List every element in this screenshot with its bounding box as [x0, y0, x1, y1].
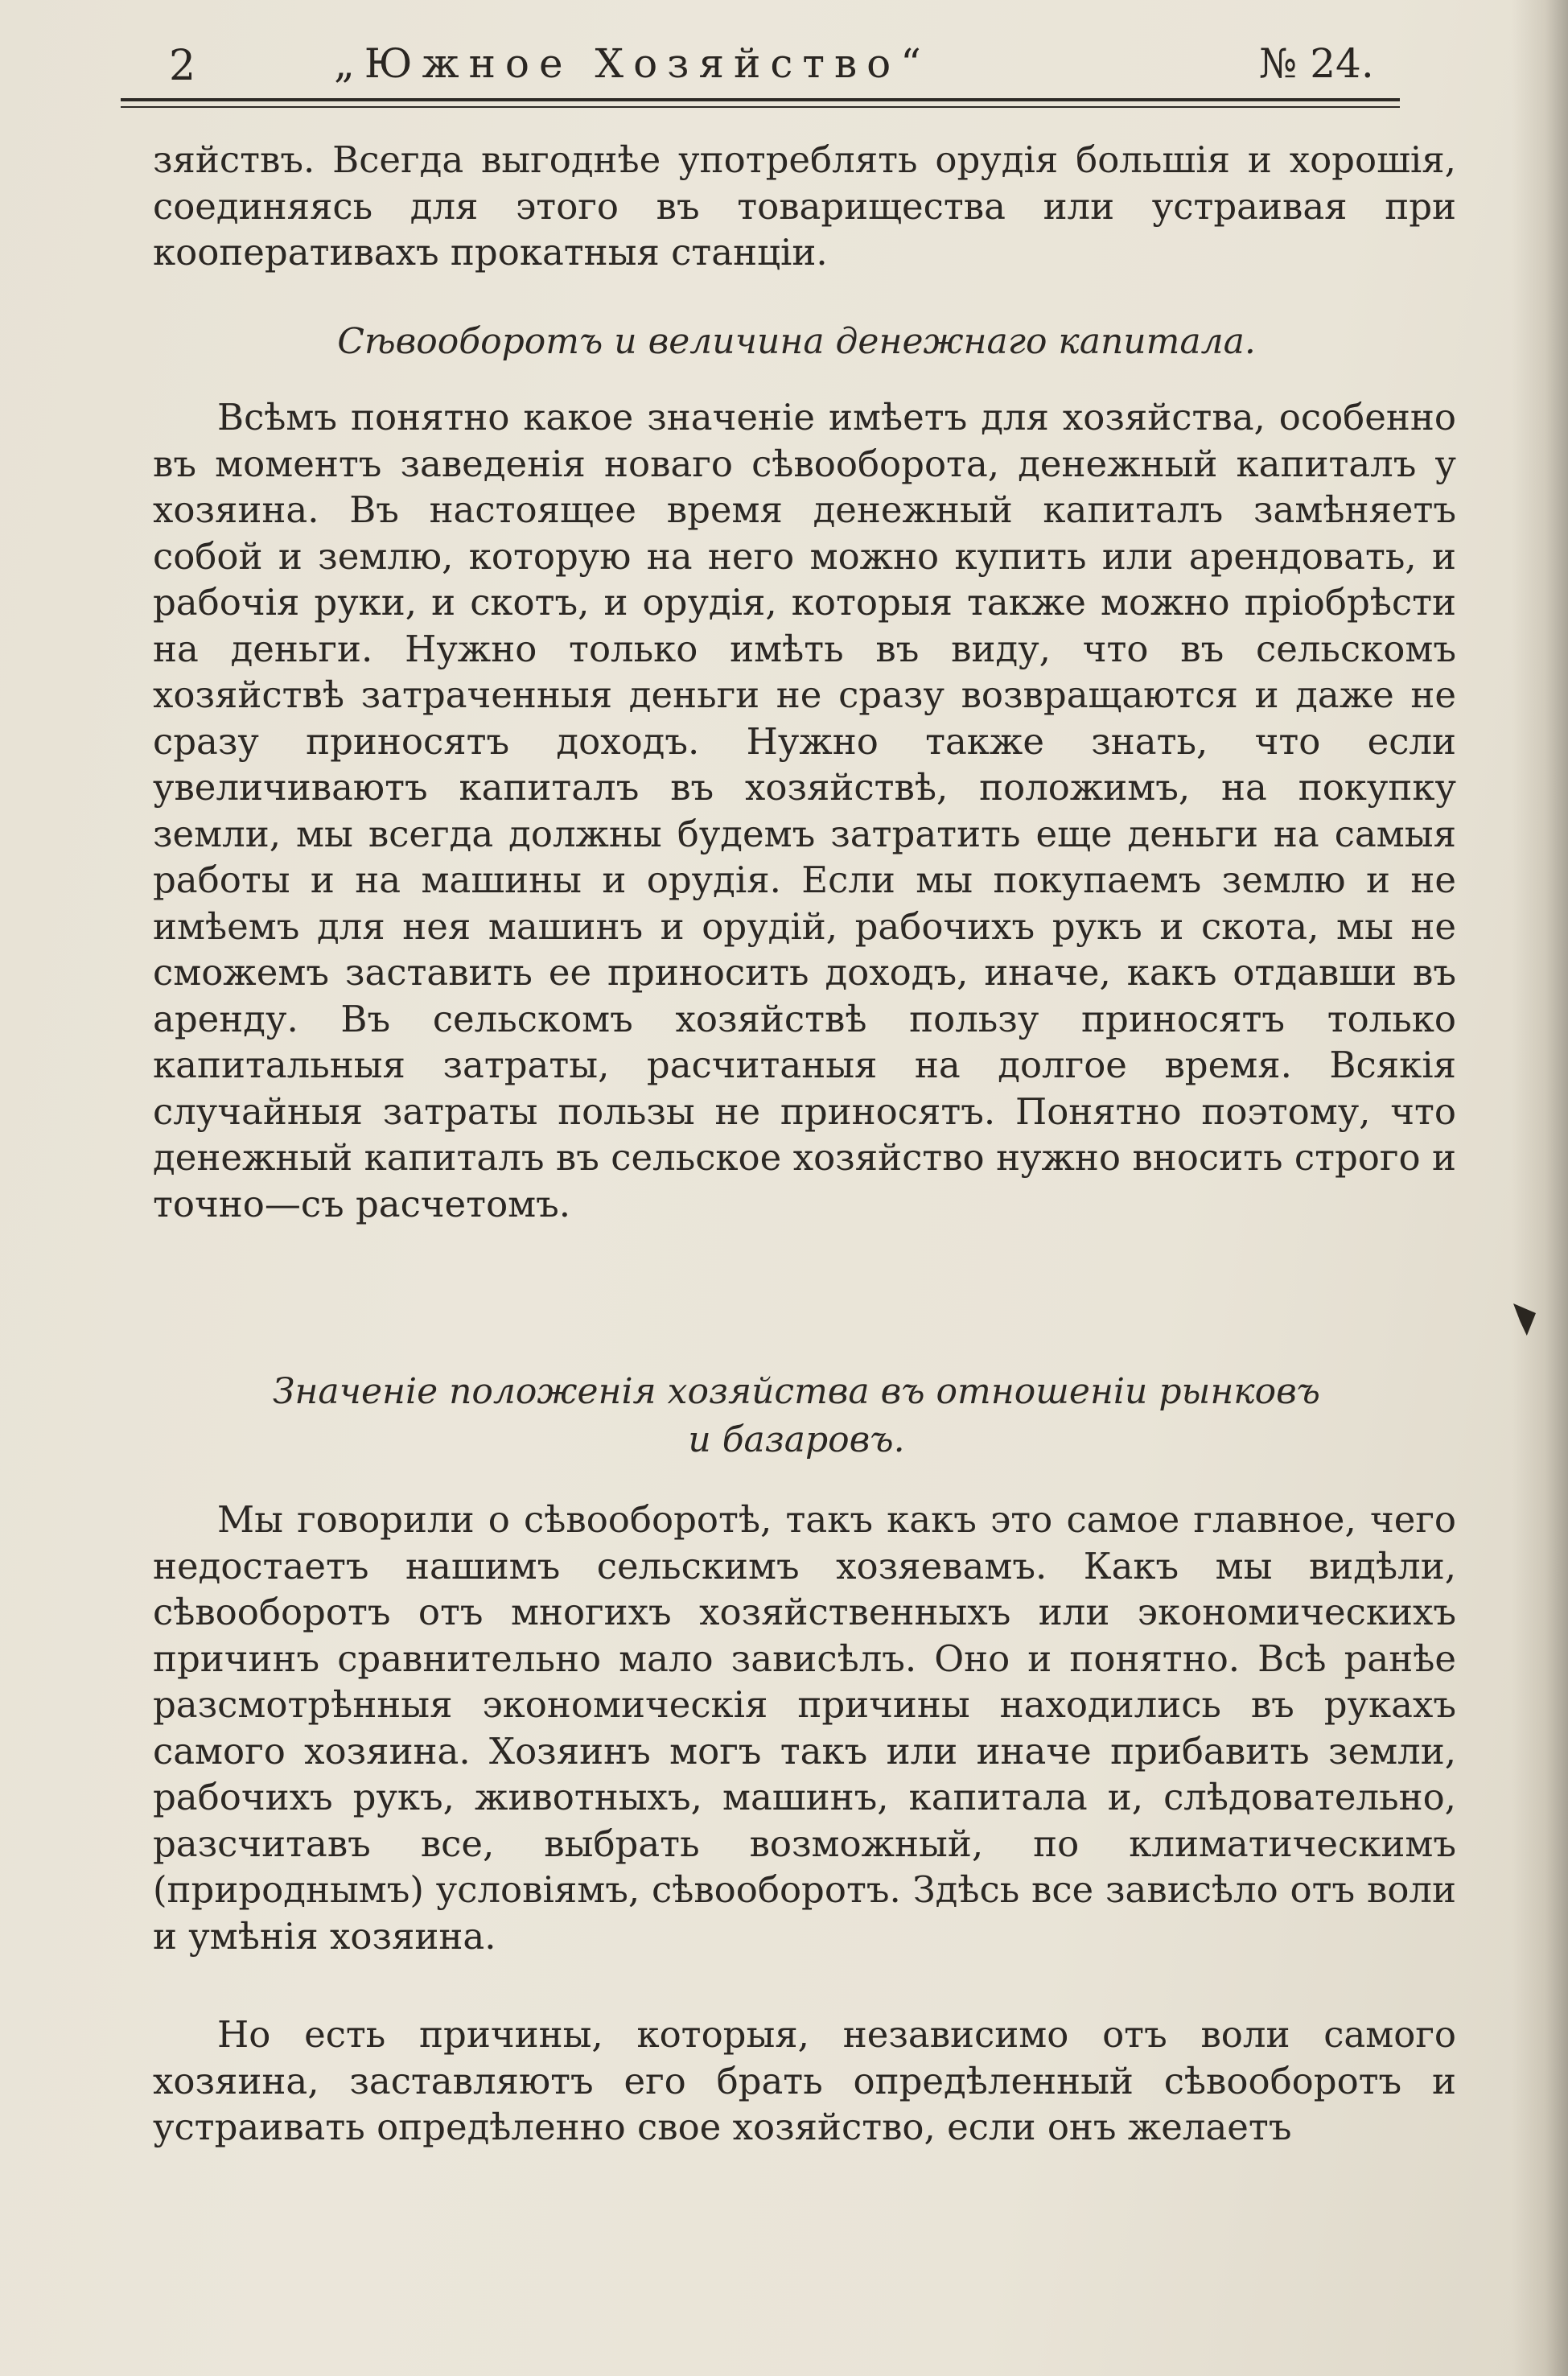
issue-number: № 24. [1259, 40, 1374, 87]
heading-line-1: Значеніе положенія хозяйства въ отношеніи рынковъ [272, 1371, 1321, 1412]
section-heading-crop-rotation-capital [145, 318, 1448, 366]
journal-title: „Южное Хозяйство“ [334, 40, 931, 87]
header-rule-thick [121, 98, 1400, 101]
heading-text: Сѣвооборотъ и величина денежнаго капитала. [337, 321, 1256, 362]
header-rule-thin [121, 106, 1400, 108]
paragraph-rotation [153, 1497, 1456, 1959]
running-header [121, 35, 1392, 100]
page-number: 2 [169, 42, 196, 90]
paragraph-text: Мы говорили о сѣвооборотѣ, такъ какъ это самое главное, чего недостаетъ нашимъ сельскимъ хозяевамъ. Какъ мы видѣли, сѣвооборотъ отъ многихъ хозяйственныхъ или экономическихъ причинъ сравнительно мало зависѣлъ. Оно и понятно. Всѣ ранѣе разсмотрѣнныя экономическія причины находились въ рукахъ самого хозяина. Хозяинъ могъ такъ или иначе прибавить земли, рабочихъ рукъ, животныхъ, машинъ, капитала и, слѣдовательно, разсчитавъ все, выбрать возможный, по климатическимъ (природнымъ) условіямъ, сѣвооборотъ. Здѣсь все зависѣло отъ воли и умѣнія хозяина. [153, 1498, 1456, 1958]
paragraph-continuation [153, 137, 1456, 276]
section-heading-markets [145, 1368, 1448, 1464]
paragraph-capital [153, 394, 1456, 1227]
paragraph-reasons [153, 2012, 1456, 2151]
heading-line-2: и базаровъ. [688, 1419, 905, 1460]
page-edge-shadow [1512, 0, 1568, 2376]
paragraph-text: зяйствъ. Всегда выгоднѣе употреблять орудія большія и хорошія, соединяясь для этого въ товарищества или устраивая при кооперативахъ прокатныя станціи. [153, 138, 1456, 274]
paragraph-text: Но есть причины, которыя, независимо отъ воли самого хозяина, заставляютъ его брать опредѣленный сѣвооборотъ и устраивать опредѣленно свое хозяйство, если онъ желаетъ [153, 2013, 1456, 2148]
paragraph-text: Всѣмъ понятно какое значеніе имѣетъ для хозяйства, особенно въ моментъ заведенія новаго сѣвооборота, денежный капиталъ у хозяина. Въ настоящее время денежный капиталъ замѣняетъ собой и землю, которую на него можно купить или арендовать, и рабочія руки, и скотъ, и орудія, которыя также можно пріобрѣсти на деньги. Нужно только имѣть въ виду, что въ сельскомъ хозяйствѣ затраченныя деньги не сразу возвращаются и даже не сразу приносятъ доходъ. Нужно также знать, что если увеличиваютъ капиталъ въ хозяйствѣ, положимъ, на покупку земли, мы всегда должны будемъ затратить еще деньги на самыя работы и на машины и орудія. Если мы покупаемъ землю и не имѣемъ для нея машинъ и орудій, рабочихъ рукъ и скота, мы не сможемъ заставить ее приносить доходъ, иначе, какъ отдавши въ аренду. Въ сельскомъ хозяйствѣ пользу приносятъ только капитальныя затраты, расчитаныя на долгое время. Всякія случайныя затраты пользы не приносятъ. Понятно поэтому, что денежный капиталъ въ сельское хозяйство нужно вносить строго и точно—съ расчетомъ. [153, 396, 1456, 1225]
